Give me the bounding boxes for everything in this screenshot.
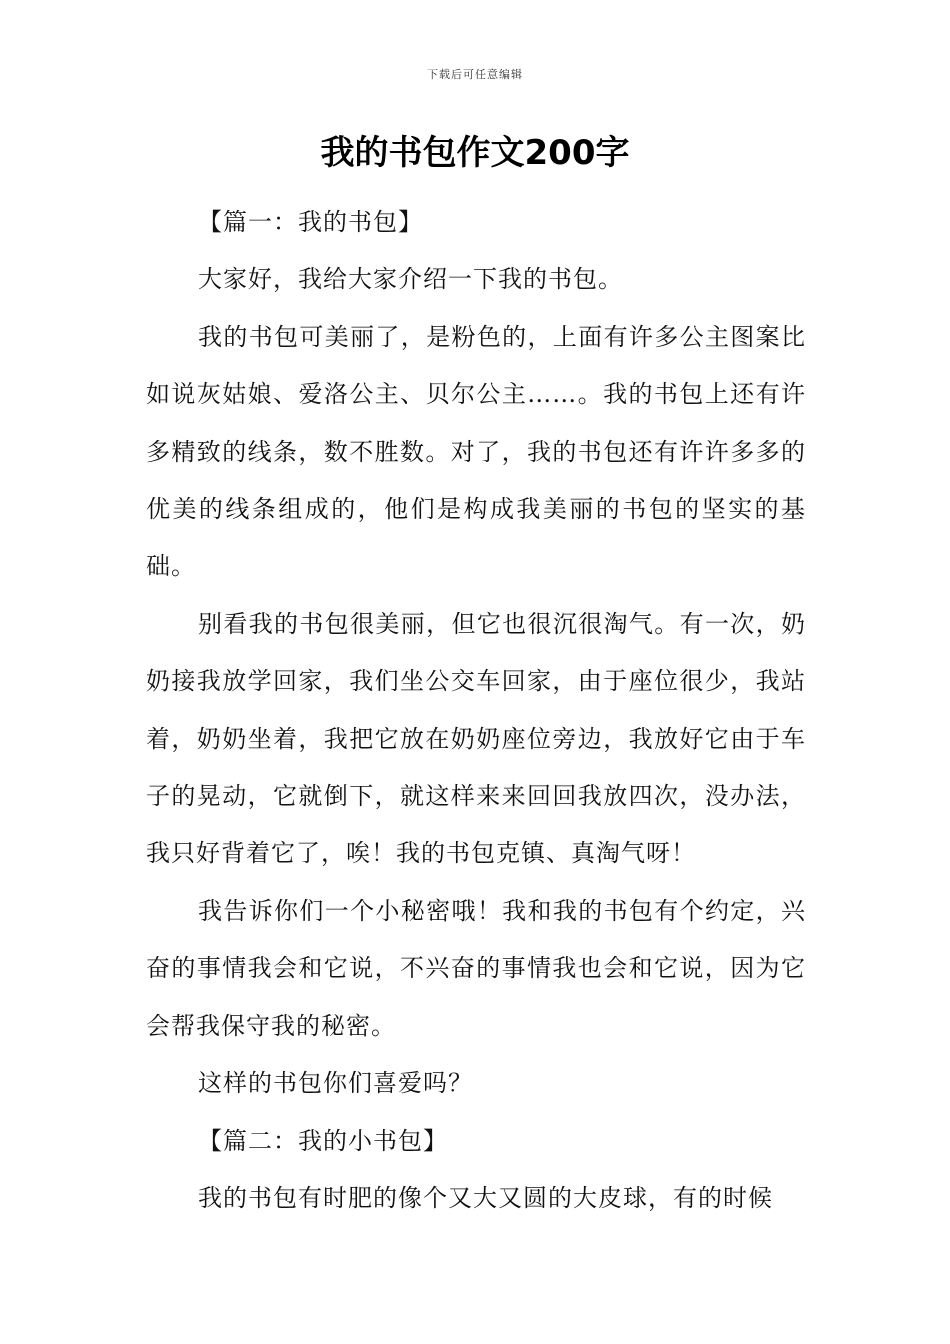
- paragraph: 别看我的书包很美丽，但它也很沉很淘气。有一次，奶奶接我放学回家，我们坐公交车回家，由于座位很少，我站着，奶奶坐着，我把它放在奶奶座位旁边，我放好它由于车子的晃动，它就倒下，就这样来来回回我放四次，没办法，我只好背着它了，唉！我的书包克镇、真淘气呀！: [146, 609, 806, 868]
- header-note: 下载后可任意编辑: [427, 68, 523, 81]
- paragraph: 大家好，我给大家介绍一下我的书包。: [198, 265, 623, 294]
- essay-body: [146, 194, 806, 1227]
- paragraph: 我告诉你们一个小秘密哦！我和我的书包有个约定，兴奋的事情我会和它说，不兴奋的事情我也会和它说，因为它会帮我保守我的秘密。: [146, 896, 806, 1040]
- section-heading-1: 【篇一：我的书包】: [198, 208, 423, 236]
- paragraph: 我的书包有时肥的像个又大又圆的大皮球，有的时候: [198, 1183, 773, 1212]
- paragraph: 这样的书包你们喜爱吗？: [198, 1069, 473, 1098]
- document-title: 我的书包作文200字: [320, 133, 630, 173]
- section-heading-2: 【篇二：我的小书包】: [198, 1126, 448, 1155]
- paragraph: 我的书包可美丽了，是粉色的，上面有许多公主图案比如说灰姑娘、爱洛公主、贝尔公主……。我的书包上还有许多精致的线条，数不胜数。对了，我的书包还有许许多多的优美的线条组成的，他们是构成我美丽的书包的坚实的基础。: [146, 322, 806, 581]
